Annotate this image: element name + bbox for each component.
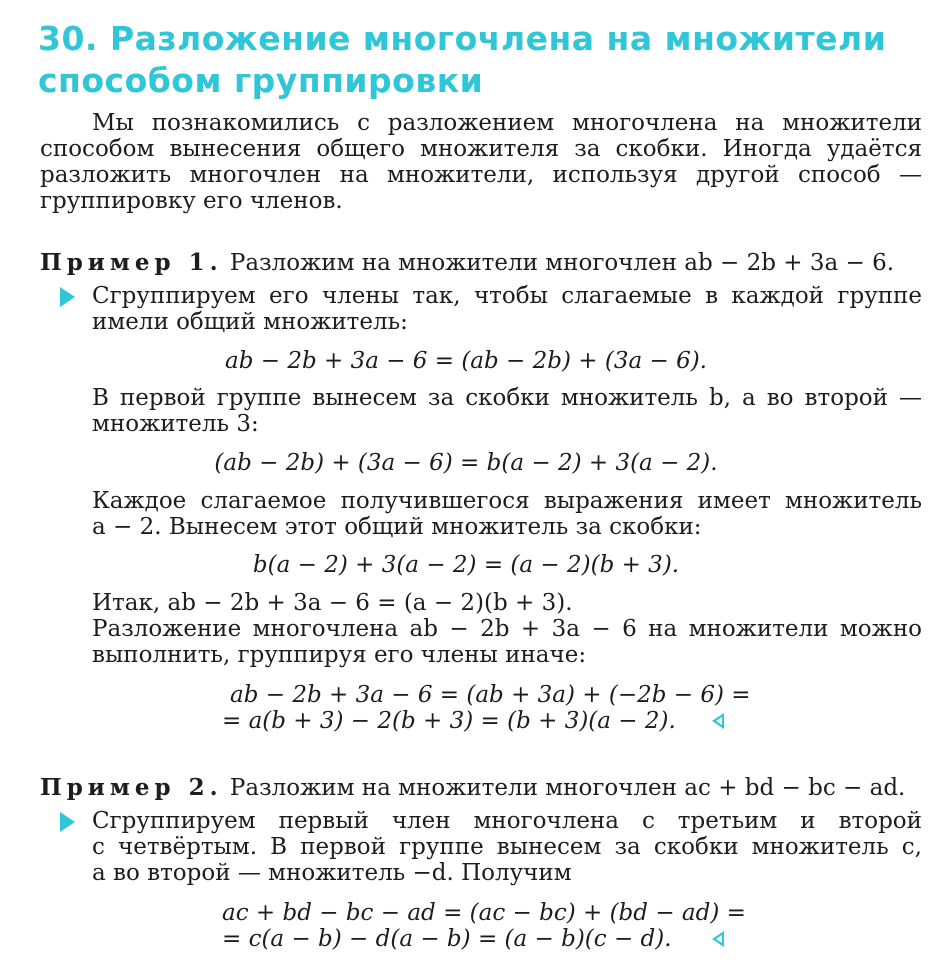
example2-equation-line1: ac + bd − bc − ad = (ac − bc) + (bd − ad) = [222, 900, 746, 926]
example1-step4-line2: выполнить, группируя его члены иначе: [92, 642, 587, 668]
example1-statement: Разложим на множители многочлен ab − 2b + 3a − 6. [229, 250, 895, 276]
example2-label: Пример 2. [40, 774, 223, 801]
title-line-1: 30. Разложение многочлена на множители [38, 19, 887, 58]
example2-heading [40, 775, 905, 801]
triangle-right-icon [60, 287, 75, 307]
example1-heading [40, 250, 894, 276]
intro-line-4: группировку его членов. [40, 188, 343, 214]
triangle-left-outline-icon [712, 931, 724, 947]
intro-line-1: Мы познакомились с разложением многочлена на множители [92, 110, 922, 136]
example2-equation-line2: = c(a − b) − d(a − b) = (a − b)(c − d). [222, 926, 672, 952]
title-line-2: способом группировки [38, 61, 484, 100]
example1-equation-2: (ab − 2b) + (3a − 6) = b(a − 2) + 3(a − 2). [214, 450, 718, 476]
example1-step4-line1: Разложение многочлена ab − 2b + 3a − 6 на множители можно [92, 616, 922, 642]
example1-label: Пример 1. [40, 249, 223, 276]
example2-statement: Разложим на множители многочлен ac + bd − bc − ad. [229, 775, 906, 801]
example1-equation-4-line2: = a(b + 3) − 2(b + 3) = (b + 3)(a − 2). [222, 708, 676, 734]
example1-equation-1: ab − 2b + 3a − 6 = (ab − 2b) + (3a − 6). [224, 348, 707, 374]
example1-step2-line2: множитель 3: [92, 411, 259, 437]
example1-step3-line1: Каждое слагаемое получившегося выражения имеет множитель [92, 488, 922, 514]
example1-step1-line1: Сгруппируем его члены так, чтобы слагаемые в каждой группе [92, 283, 922, 309]
intro-line-3: разложить многочлен на множители, используя другой способ — [40, 162, 922, 188]
section-title [38, 18, 886, 102]
intro-line-2: способом вынесения общего множителя за скобки. Иногда удаётся [40, 136, 922, 162]
example2-step1-line3: а во второй — множитель −d. Получим [92, 860, 572, 886]
example1-step3-line2: a − 2. Вынесем этот общий множитель за скобки: [92, 514, 702, 540]
example2-step1-line1: Сгруппируем первый член многочлена с третьим и второй [92, 808, 922, 834]
example1-result: Итак, ab − 2b + 3a − 6 = (a − 2)(b + 3). [92, 590, 573, 616]
example2-step1-line2: с четвёртым. В первой группе вынесем за скобки множитель c, [92, 834, 922, 860]
triangle-left-outline-icon [712, 713, 724, 729]
example1-step2-line1: В первой группе вынесем за скобки множитель b, а во второй — [92, 385, 922, 411]
example1-equation-4-line1: ab − 2b + 3a − 6 = (ab + 3a) + (−2b − 6) = [230, 682, 751, 708]
triangle-right-icon [60, 812, 75, 832]
example1-equation-3: b(a − 2) + 3(a − 2) = (a − 2)(b + 3). [252, 552, 680, 578]
example1-step1-line2: имели общий множитель: [92, 309, 408, 335]
